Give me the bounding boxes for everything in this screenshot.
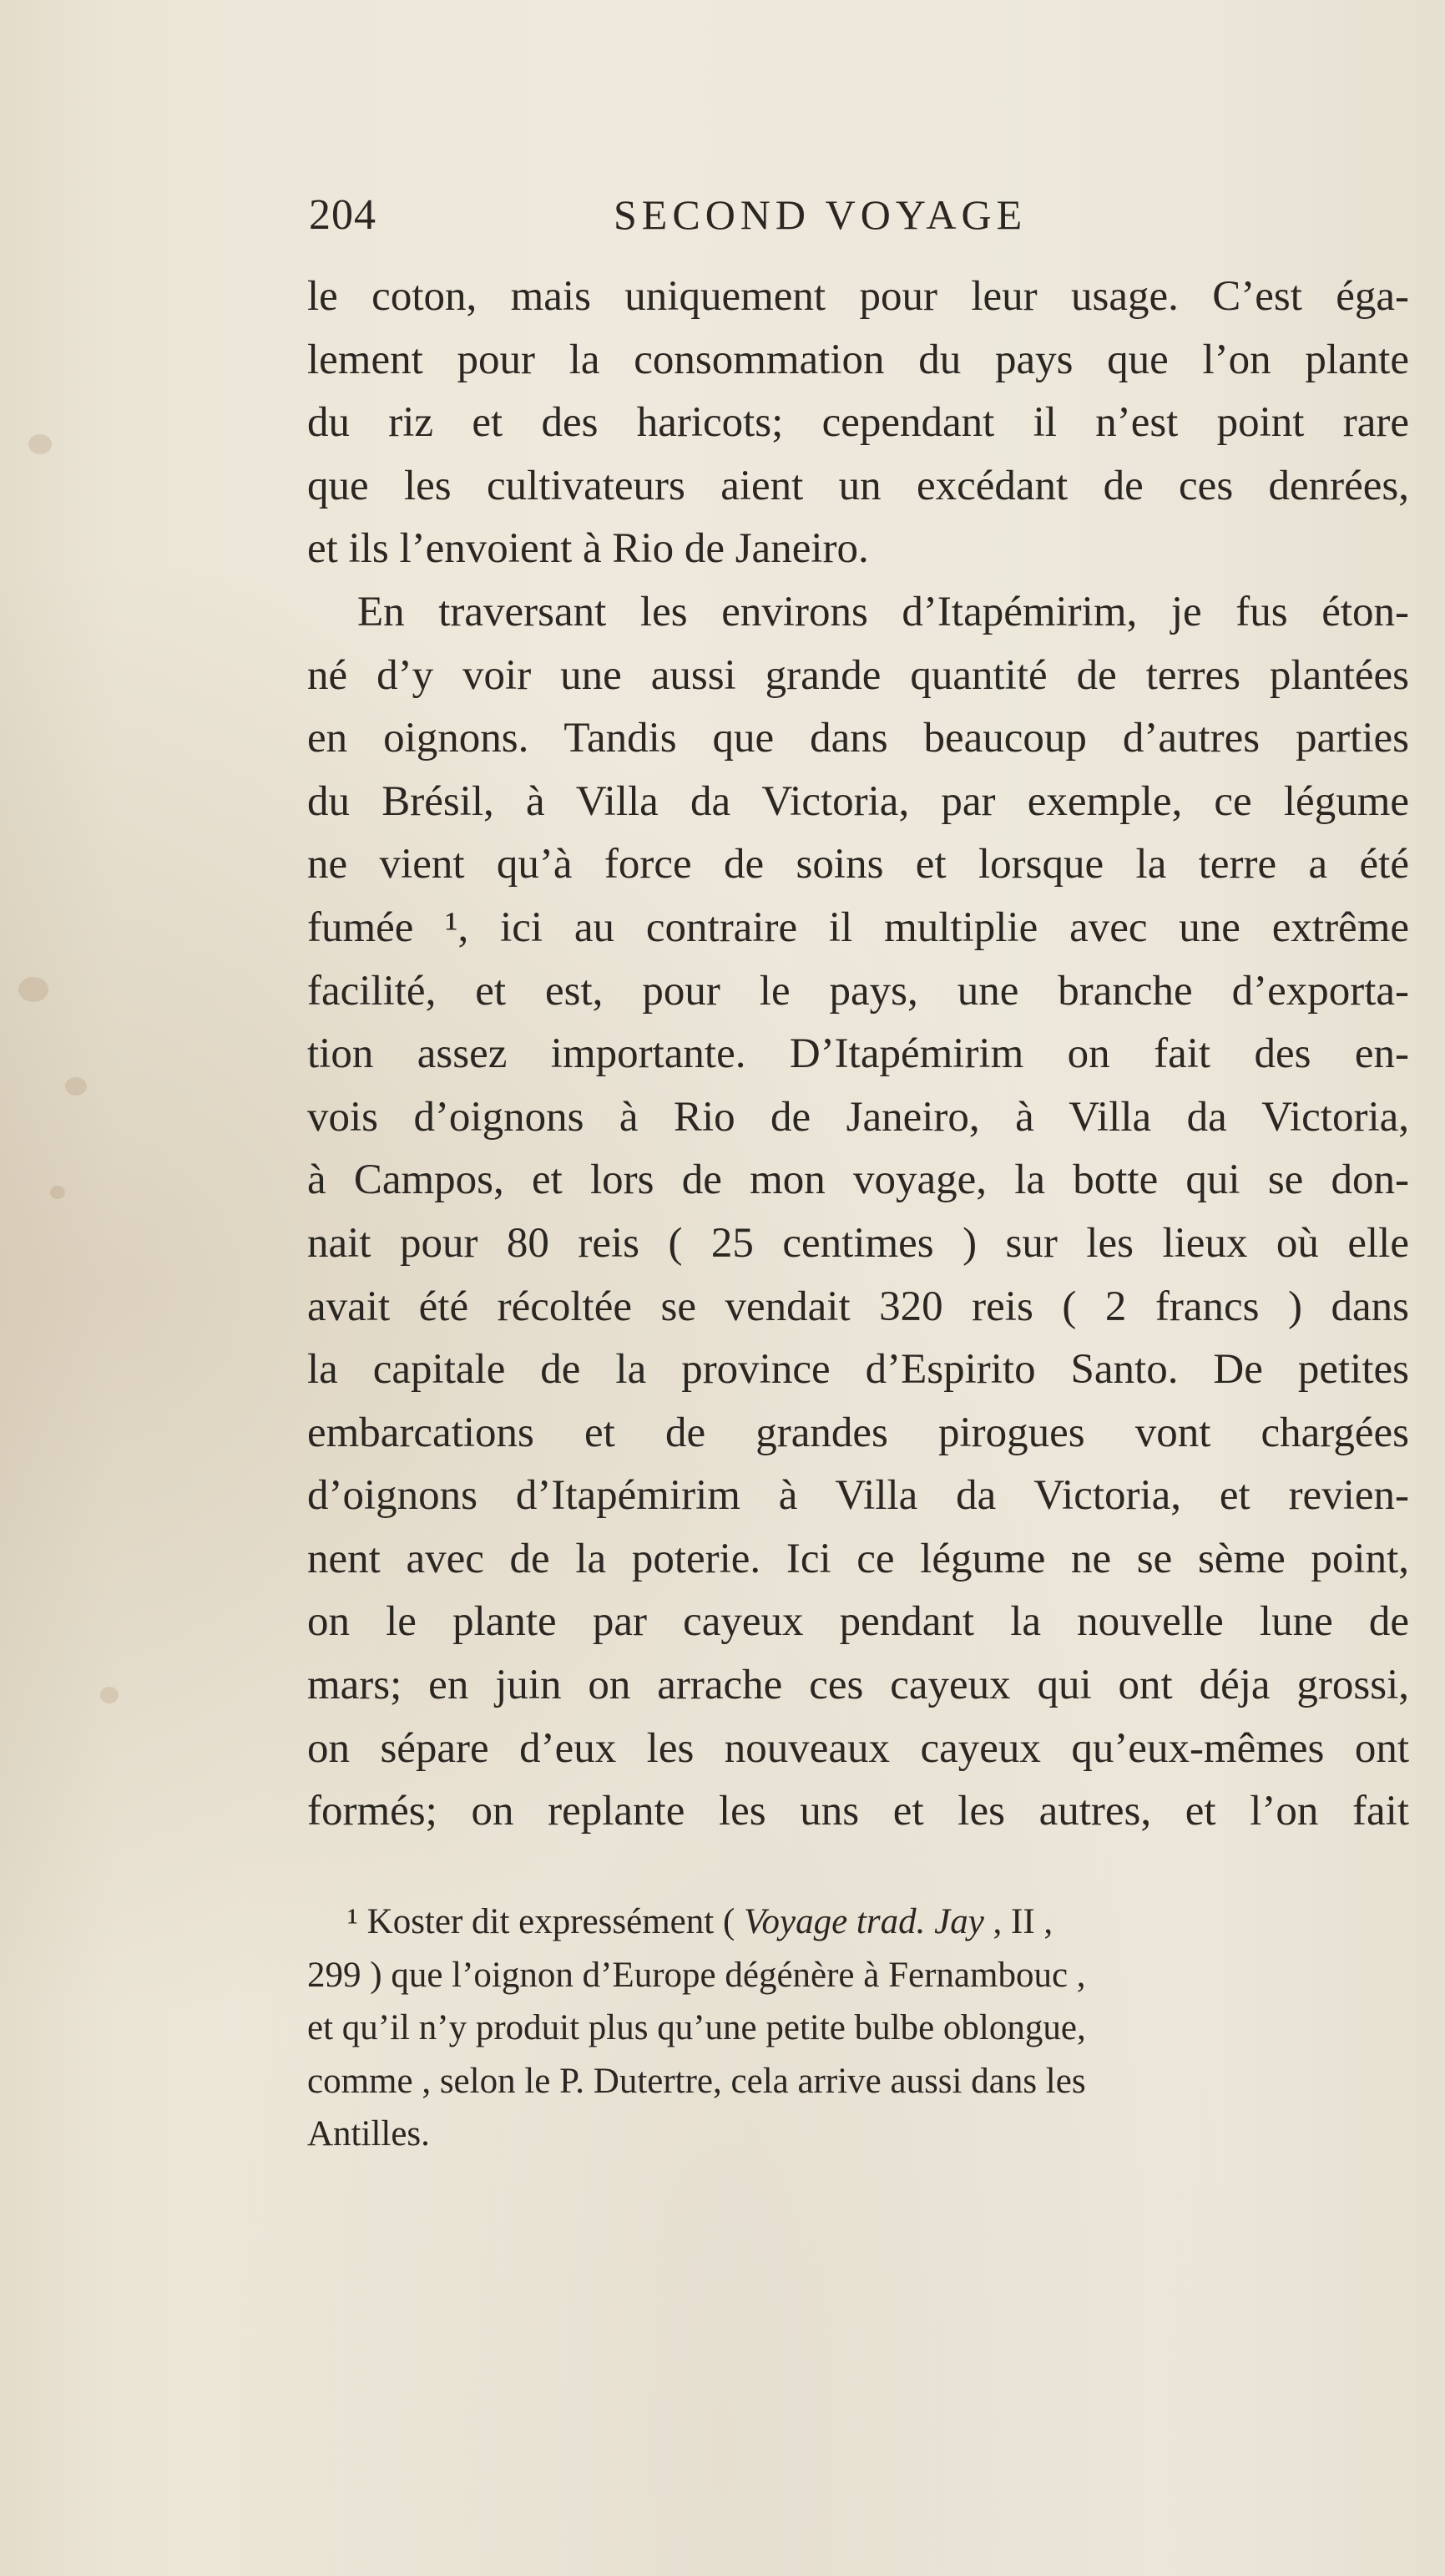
text-line: que les cultivateurs aient un excédant de ces denrées, <box>307 462 1409 509</box>
text-line: vois d’oignons à Rio de Janeiro, à Villa da Victoria, <box>307 1093 1409 1141</box>
text-line: le coton, mais uniquement pour leur usage. C’est éga- <box>307 273 1409 320</box>
text-line: facilité, et est, pour le pays, une branche d’exporta- <box>307 967 1409 1015</box>
page-header <box>309 190 1144 257</box>
text-line: on le plante par cayeux pendant la nouvelle lune de <box>307 1598 1409 1646</box>
text-line: du riz et des haricots; cependant il n’est point rare <box>307 399 1409 447</box>
paragraph-first-line: En traversant les environs d’Itapémirim, je fus éton- <box>357 588 1409 635</box>
foxing-spot <box>18 977 48 1002</box>
footnote <box>307 1895 1409 2161</box>
text-line: tion assez importante. D’Itapémirim on fait des en- <box>307 1030 1409 1078</box>
foxing-spot <box>50 1186 65 1199</box>
body-text <box>307 266 1409 1844</box>
text-line: et ils l’envoient à Rio de Janeiro. <box>307 525 869 573</box>
text-line: formés; on replante les uns et les autres, et l’on fait <box>307 1788 1409 1835</box>
cited-work-title: Voyage trad. Jay <box>744 1902 984 1941</box>
text-line: avait été récoltée se vendait 320 reis ( 2 francs ) dans <box>307 1283 1409 1330</box>
text-line: mars; en juin on arrache ces cayeux qui ont déja grossi, <box>307 1662 1409 1709</box>
page-number: 204 <box>309 191 376 239</box>
text-line: on sépare d’eux les nouveaux cayeux qu’eux-mêmes ont <box>307 1724 1409 1772</box>
text-line: nait pour 80 reis ( 25 centimes ) sur les lieux où elle <box>307 1219 1409 1267</box>
running-head: SECOND VOYAGE <box>614 191 1028 238</box>
text-line: embarcations et de grandes pirogues vont chargées <box>307 1409 1409 1456</box>
text-line: à Campos, et lors de mon voyage, la botte qui se don- <box>307 1156 1409 1204</box>
text-line-footnote-ref: fumée ¹, ici au contraire il multiplie avec une extrême <box>307 903 1409 951</box>
text-line: né d’y voir une aussi grande quantité de terres plantées <box>307 651 1409 699</box>
footnote-line: ¹ Koster dit expressément ( Voyage trad. Jay , II , <box>347 1902 1053 1941</box>
footnote-line: et qu’il n’y produit plus qu’une petite bulbe oblongue, <box>307 2008 1086 2047</box>
text-line: la capitale de la province d’Espirito Santo. De petites <box>307 1346 1409 1394</box>
text-line: du Brésil, à Villa da Victoria, par exemple, ce légume <box>307 777 1409 825</box>
foxing-spot <box>28 434 52 454</box>
text-line: lement pour la consommation du pays que l’on plante <box>307 336 1409 383</box>
footnote-line: 299 ) que l’oignon d’Europe dégénère à Fernambouc , <box>307 1955 1086 1995</box>
text-line: nent avec de la poterie. Ici ce légume ne se sème point, <box>307 1535 1409 1582</box>
footnote-line: Antilles. <box>307 2114 430 2153</box>
foxing-spot <box>65 1077 87 1096</box>
foxing-spot <box>100 1687 119 1703</box>
footnote-line: comme , selon le P. Dutertre, cela arrive aussi dans les <box>307 2061 1086 2101</box>
text-line: d’oignons d’Itapémirim à Villa da Victoria, et revien- <box>307 1472 1409 1520</box>
text-line: ne vient qu’à force de soins et lorsque la terre a été <box>307 841 1409 888</box>
text-line: en oignons. Tandis que dans beaucoup d’autres parties <box>307 715 1409 762</box>
